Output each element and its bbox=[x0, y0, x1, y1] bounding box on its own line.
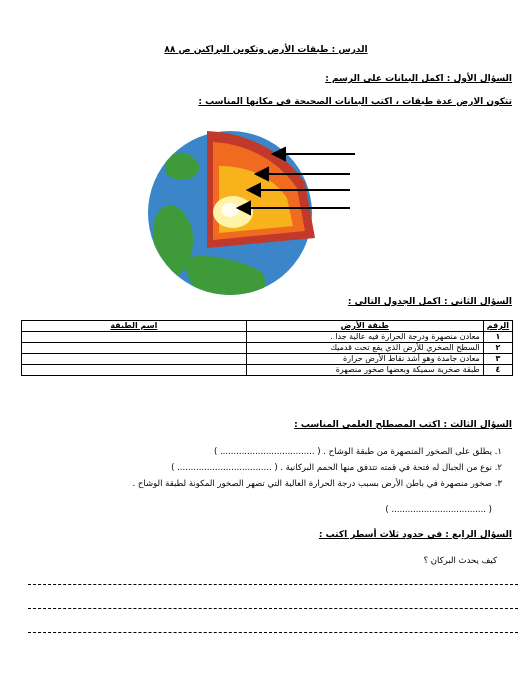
question-4-prompt: كيف يحدث البركان ؟ bbox=[423, 556, 497, 566]
lesson-title: الدرس : طبقات الأرض وتكوين البراكين ص ٨٨ bbox=[164, 45, 368, 55]
row-description: السطح الصخري للأرض الذي يقع تحت قدميك bbox=[246, 343, 483, 354]
row-description: طبقة صخرية سميكة وبعضها صخور منصهرة bbox=[246, 365, 483, 376]
question-3-item-3-answer: ( ................................... ) bbox=[385, 505, 492, 515]
row-description: معادن منصهرة ودرجة الحرارة فيه عالية جدا . bbox=[246, 332, 483, 343]
table-row bbox=[22, 332, 513, 343]
label-arrow-1 bbox=[273, 148, 355, 160]
table-row bbox=[22, 365, 513, 376]
question-3-heading: السؤال الثالث : اكتب المصطلح العلمي المناسب : bbox=[294, 420, 512, 430]
row-number: ٤ bbox=[483, 365, 512, 376]
question-3-item-1: ١. يطلق على الصخور المنصهرة من طبقة الوشاح . ( ................................... ) bbox=[213, 447, 502, 457]
layers-table bbox=[21, 320, 513, 376]
question-1-heading: السؤال الأول : اكمل البيانات على الرسم : bbox=[325, 74, 512, 84]
table-row bbox=[22, 343, 513, 354]
row-answer-cell[interactable] bbox=[22, 365, 247, 376]
question-1-instructions: تتكون الارض عدة طبقات ، اكتب البيانات الصحيحة في مكانها المناسب : bbox=[198, 97, 512, 107]
header-layer-name: اسم الطبقة bbox=[22, 321, 247, 332]
answer-line[interactable] bbox=[28, 608, 518, 609]
header-number: الرقم bbox=[483, 321, 512, 332]
row-answer-cell[interactable] bbox=[22, 343, 247, 354]
header-layer-description: طبقة الأرض bbox=[246, 321, 483, 332]
row-answer-cell[interactable] bbox=[22, 354, 247, 365]
answer-line[interactable] bbox=[28, 632, 518, 633]
question-3-item-2: ٢. نوع من الجبال له فتحة في قمته تتدفق منها الحمم البركانية . ( ................................... ) bbox=[171, 463, 502, 473]
table-row bbox=[22, 354, 513, 365]
row-number: ٢ bbox=[483, 343, 512, 354]
earth-layers-diagram bbox=[145, 128, 365, 298]
question-4-heading: السؤال الرابع : في حدود ثلاث أسطر اكتب : bbox=[318, 530, 512, 540]
row-description: معادن جامدة وهو أشد نقاط الأرض حرارة bbox=[246, 354, 483, 365]
question-2-heading: السؤال الثاني : اكمل الجدول التالي : bbox=[347, 297, 512, 307]
row-number: ١ bbox=[483, 332, 512, 343]
question-3-item-3: ٣. صخور منصهرة في باطن الأرض بسبب درجة الحرارة العالية التي تصهر الصخور المكونة لطبقة الوشاح . bbox=[132, 479, 502, 489]
table-header-row bbox=[22, 321, 513, 332]
row-number: ٣ bbox=[483, 354, 512, 365]
answer-line[interactable] bbox=[28, 584, 518, 585]
row-answer-cell[interactable] bbox=[22, 332, 247, 343]
